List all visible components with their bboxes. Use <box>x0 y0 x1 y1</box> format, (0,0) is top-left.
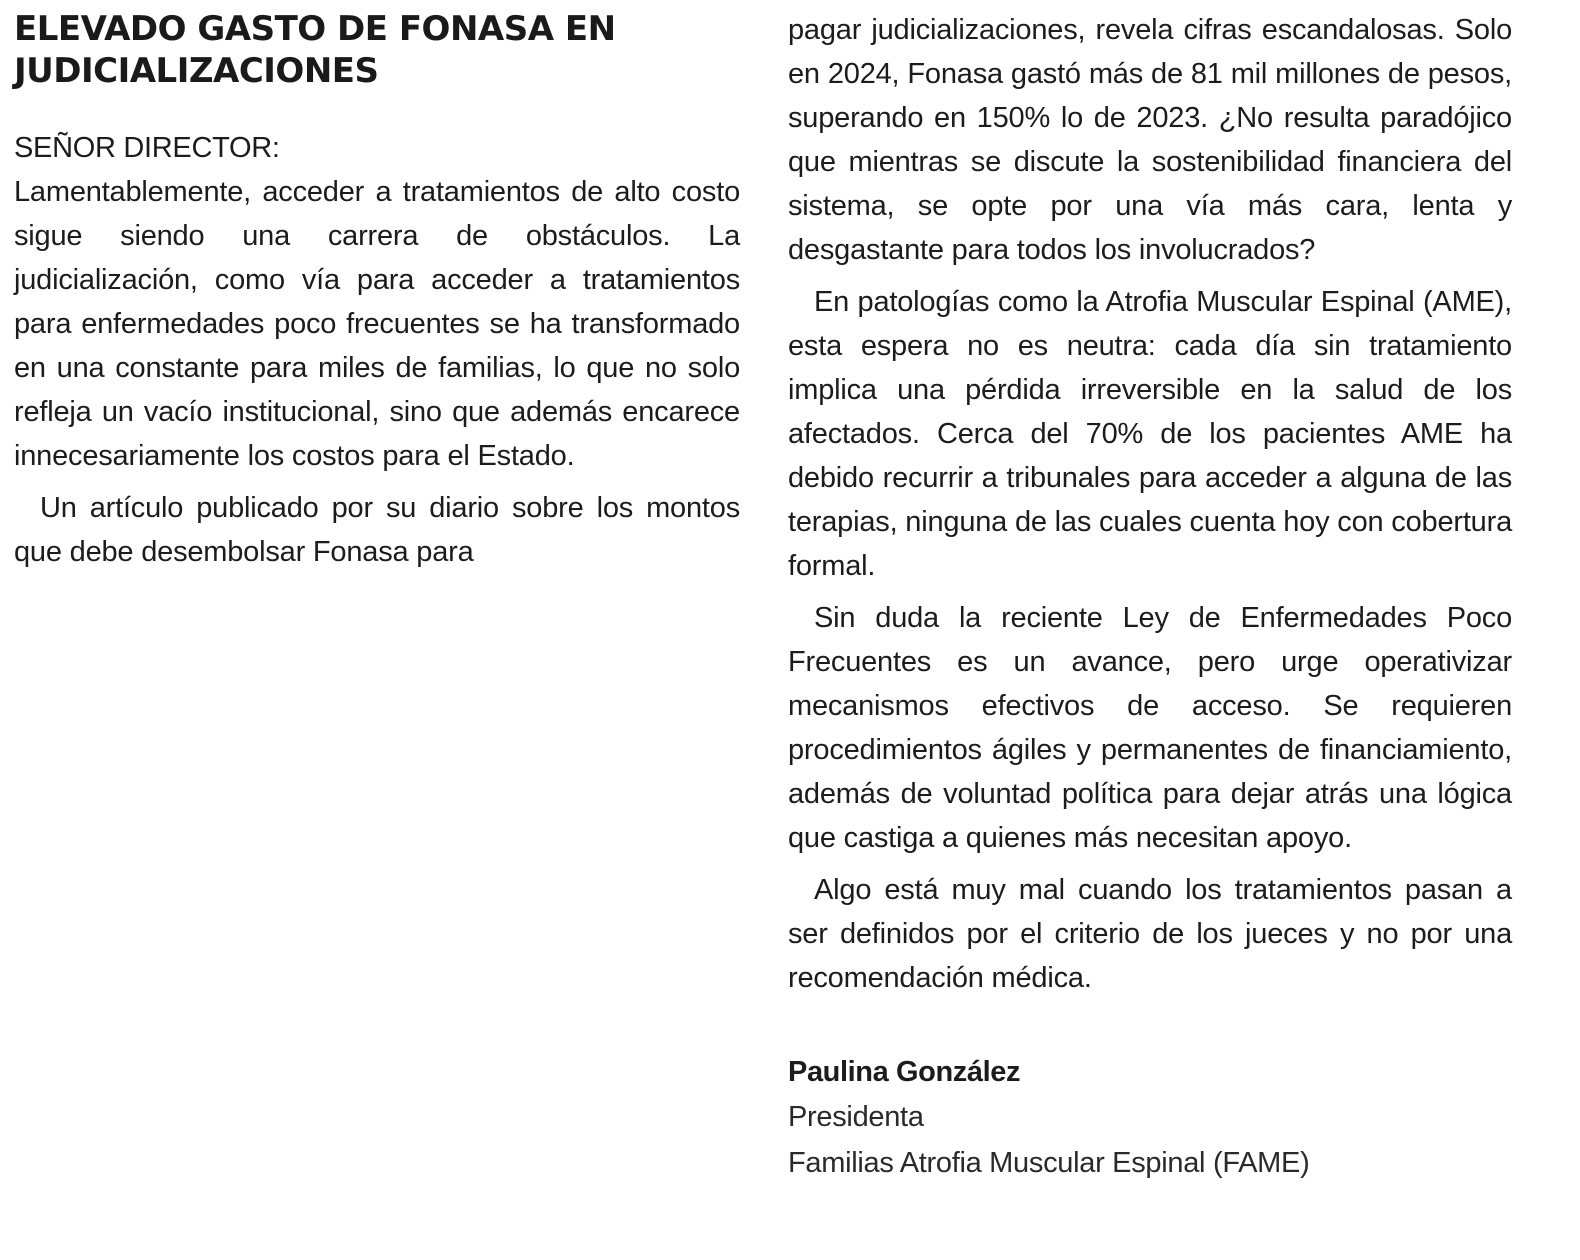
headline: ELEVADO GASTO DE FONASA EN JUDICIALIZACIONES <box>14 9 616 91</box>
greeting: SEÑOR DIRECTOR: <box>14 132 280 164</box>
signature-organization: Familias Atrofia Muscular Espinal (FAME) <box>788 1147 1310 1179</box>
paragraph-1: Lamentablemente, acceder a tratamientos de alto costo sigue siendo una carrera de obstáculos. La judicialización, como vía para acceder a tratamientos para enfermedades poco frecuentes se ha transformado en una constante para miles de familias, lo que no solo refleja un vacío institucional, sino que además encarece innecesariamente los costos para el Estado. <box>14 176 740 472</box>
signature-name: Paulina González <box>788 1056 1021 1088</box>
paragraph-2-continued: pagar judicializaciones, revela cifras escandalosas. Solo en 2024, Fonasa gastó más de 81 mil millones de pesos, superando en 150% lo de 2023. ¿No resulta paradójico que mientras se discute la sostenibilidad financiera del sistema, se opte por una vía más cara, lenta y desgastante para todos los involucrados? <box>788 14 1512 266</box>
paragraph-3: En patologías como la Atrofia Muscular Espinal (AME), esta espera no es neutra: cada día sin tratamiento implica una pérdida irreversible en la salud de los afectados. Cerca del 70% de los pacientes AME ha debido recurrir a tribunales para acceder a alguna de las terapias, ninguna de las cuales cuenta hoy con cobertura formal. <box>788 286 1512 582</box>
paragraph-2-start: Un artículo publicado por su diario sobre los montos que debe desembolsar Fonasa para <box>14 492 740 568</box>
right-column <box>788 8 1512 1186</box>
left-column <box>14 8 740 574</box>
signature-block <box>788 1050 1512 1186</box>
paragraph-5: Algo está muy mal cuando los tratamientos pasan a ser definidos por el criterio de los jueces y no por una recomendación médica. <box>788 874 1512 994</box>
signature-role: Presidenta <box>788 1101 924 1133</box>
paragraph-4: Sin duda la reciente Ley de Enfermedades Poco Frecuentes es un avance, pero urge operativizar mecanismos efectivos de acceso. Se requieren procedimientos ágiles y permanentes de financiamiento, además de voluntad política para dejar atrás una lógica que castiga a quienes más necesitan apoyo. <box>788 602 1512 854</box>
